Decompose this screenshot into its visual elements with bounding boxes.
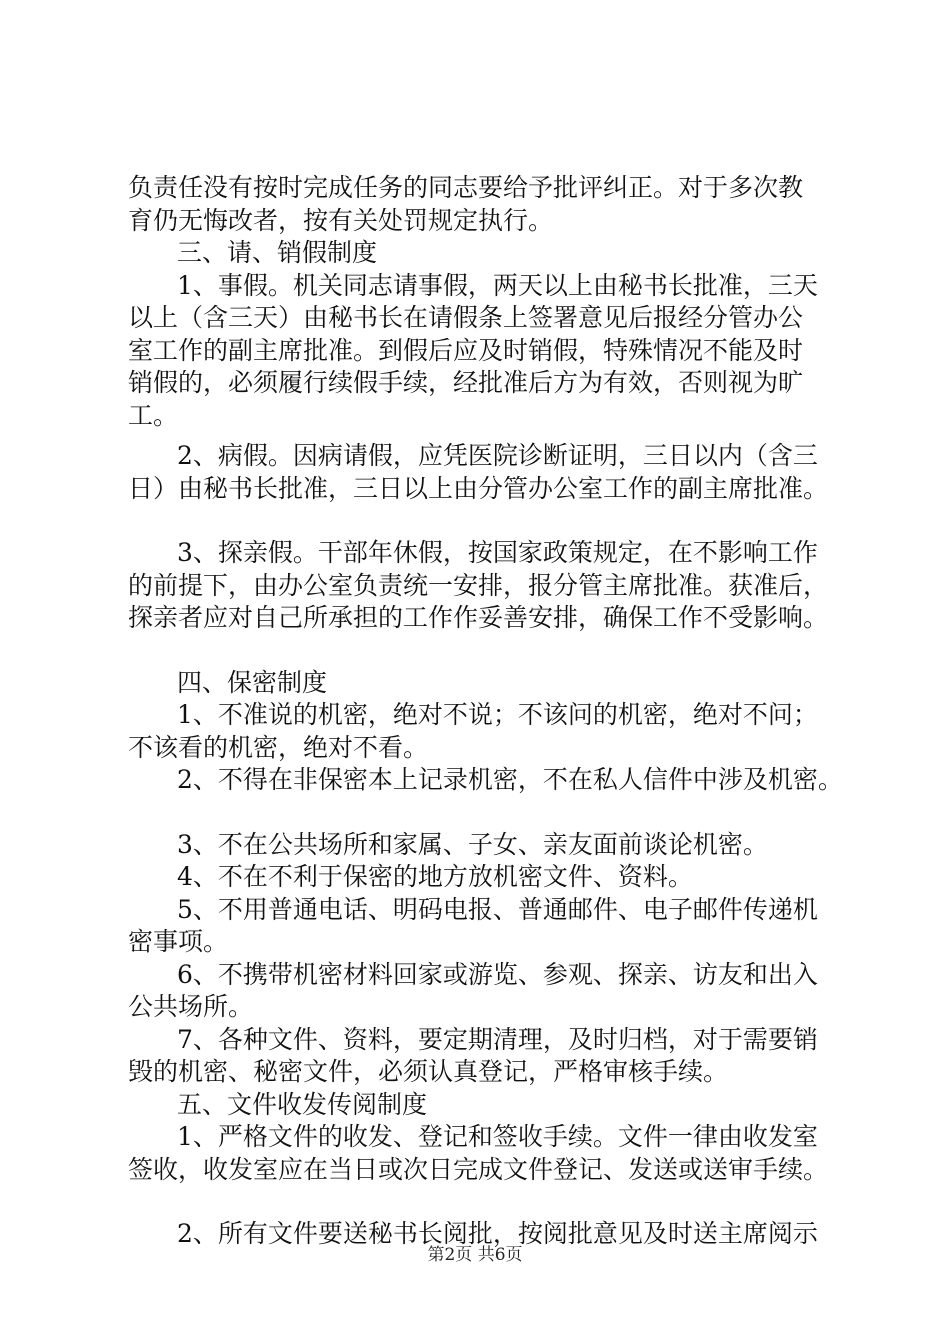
text-line: 负责任没有按时完成任务的同志要给予批评纠正。对于多次教 (128, 173, 804, 202)
spacer (128, 432, 828, 440)
section-heading: 五、文件收发传阅制度 (177, 1089, 428, 1119)
spacer (128, 635, 828, 667)
text-line: 育仍无悔改者，按有关处罚规定执行。 (128, 205, 554, 235)
text-line: 2、所有文件要送秘书长阅批，按阅批意见及时送主席阅示 (177, 1219, 818, 1248)
text-line: 探亲者应对自己所承担的工作作妥善安排，确保工作不受影响。 (128, 603, 829, 632)
page-number: 第2页 共6页 (427, 1245, 523, 1265)
spacer (128, 505, 828, 537)
section-heading: 四、保密制度 (177, 667, 328, 697)
spacer (128, 797, 828, 829)
text-line: 签收，收发室应在当日或次日完成文件登记、发送或送审手续。 (128, 1154, 829, 1184)
text-line: 的前提下，由办公室负责统一安排，报分管主席批准。获准后， (128, 570, 829, 600)
text-line: 4、不在不利于保密的地方放机密文件、资料。 (177, 862, 693, 891)
page-footer (0, 1243, 950, 1267)
section-heading: 三、请、销假制度 (177, 238, 378, 267)
text-line: 公共场所。 (128, 992, 254, 1021)
text-line: 销假的，必须履行续假手续，经批准后方为有效，否则视为旷 (128, 368, 804, 397)
text-line: 2、不得在非保密本上记录机密，不在私人信件中涉及机密。 (177, 765, 843, 794)
text-line: 1、事假。机关同志请事假，两天以上由秘书长批准，三天 (177, 270, 818, 300)
text-line: 以上（含三天）由秘书长在请假条上签署意见后报经分管办公 (128, 303, 804, 332)
text-line: 毁的机密、秘密文件，必须认真登记，严格审核手续。 (128, 1057, 729, 1086)
text-line: 不该看的机密，绝对不看。 (128, 732, 429, 762)
text-line: 密事项。 (128, 927, 229, 956)
text-line: 5、不用普通电话、明码电报、普通邮件、电子邮件传递机 (177, 894, 818, 924)
spacer (128, 1186, 828, 1218)
text-line: 日）由秘书长批准，三日以上由分管办公室工作的副主席批准。 (128, 473, 829, 503)
text-line: 3、探亲假。干部年休假，按国家政策规定，在不影响工作 (177, 538, 818, 567)
text-line: 1、严格文件的收发、登记和签收手续。文件一律由收发室 (177, 1122, 818, 1151)
text-line: 6、不携带机密材料回家或游览、参观、探亲、访友和出入 (177, 959, 818, 989)
text-line: 室工作的副主席批准。到假后应及时销假，特殊情况不能及时 (128, 335, 804, 365)
text-line: 工。 (128, 400, 179, 430)
document-body (128, 172, 843, 1251)
text-line: 3、不在公共场所和家属、子女、亲友面前谈论机密。 (177, 829, 768, 859)
text-line: 2、病假。因病请假，应凭医院诊断证明，三日以内（含三 (177, 441, 818, 470)
text-line: 1、不准说的机密，绝对不说；不该问的机密，绝对不问； (177, 700, 818, 729)
text-line: 7、各种文件、资料，要定期清理，及时归档，对于需要销 (177, 1024, 818, 1054)
